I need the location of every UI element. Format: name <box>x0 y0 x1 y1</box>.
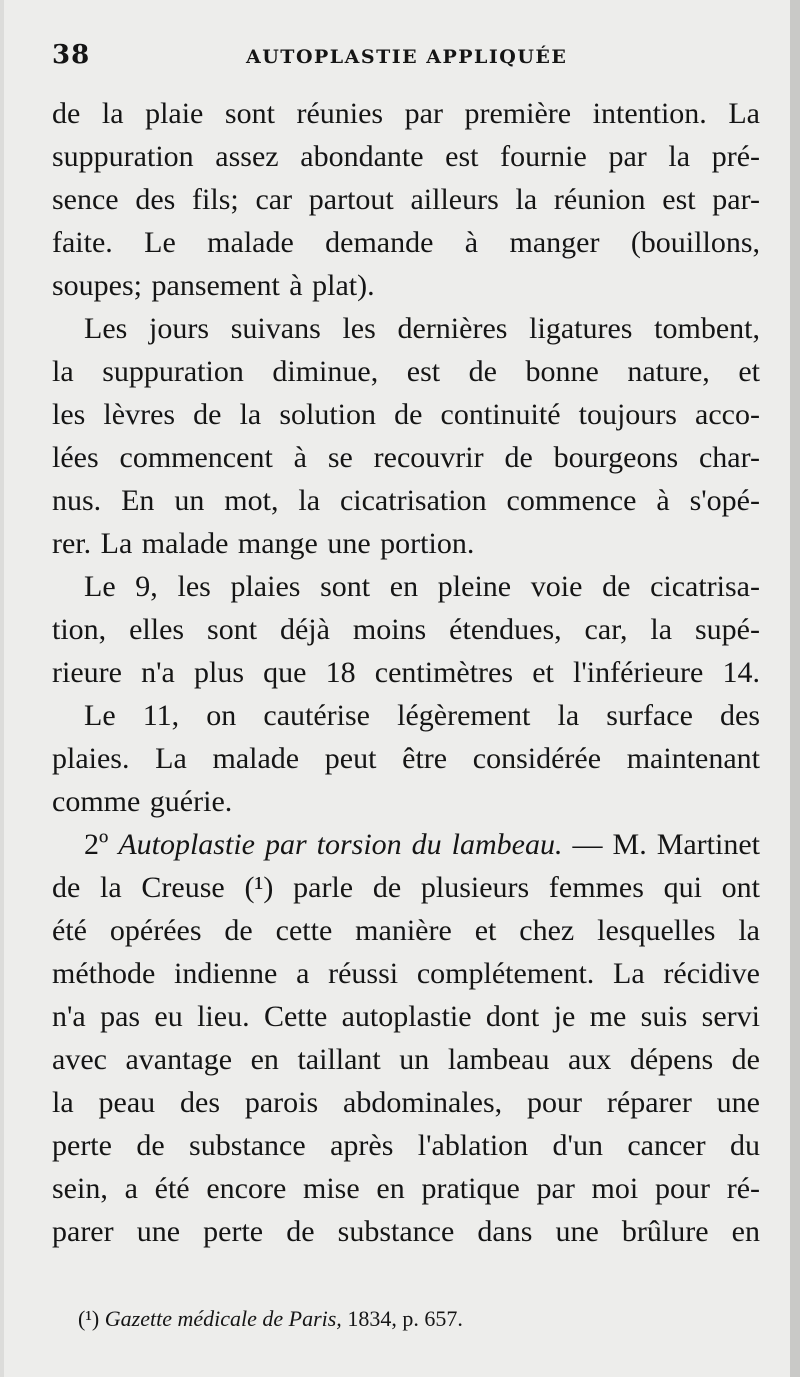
text-line: n'a pas eu lieu. Cette autoplastie dont je me suis servi <box>52 1000 760 1033</box>
footnote-source: Gazette médicale de Paris, <box>104 1306 342 1331</box>
text-line: les lèvres de la solution de continuité toujours acco- <box>52 398 760 431</box>
text-line: nus. En un mot, la cicatrisation commence à s'opé- <box>52 484 760 517</box>
text-line: comme guérie. <box>52 785 233 818</box>
page-header <box>52 40 762 76</box>
text-line: avec avantage en taillant un lambeau aux dépens de <box>52 1043 760 1076</box>
section-text: M. Martinet <box>612 828 760 861</box>
footnote-detail: 1834, p. 657. <box>341 1306 463 1331</box>
text-line: parer une perte de substance dans une brûlure en <box>52 1215 760 1248</box>
text-line: perte de substance après l'ablation d'un cancer du <box>52 1129 760 1162</box>
text-line: Le 9, les plaies sont en pleine voie de cicatrisa- <box>84 570 760 603</box>
text-line: tion, elles sont déjà moins étendues, car, la supé- <box>52 613 760 646</box>
text-line: été opérées de cette manière et chez lesquelles la <box>52 914 760 947</box>
body-text <box>52 92 760 1253</box>
text-line: rieure n'a plus que 18 centimètres et l'inférieure 14. <box>52 656 760 689</box>
text-line: sence des fils; car partout ailleurs la réunion est par- <box>52 183 760 216</box>
text-line: Les jours suivans les dernières ligatures tombent, <box>84 312 760 345</box>
section-title: Autoplastie par torsion du lambeau. <box>118 828 563 861</box>
text-line: faite. Le malade demande à manger (bouillons, <box>52 226 760 259</box>
section-heading-line <box>52 823 760 866</box>
text-line: méthode indienne a réussi complétement. La récidive <box>52 957 760 990</box>
text-line: sein, a été encore mise en pratique par moi pour ré- <box>52 1172 760 1205</box>
text-line: de la plaie sont réunies par première intention. La <box>52 97 760 130</box>
text-line: soupes; pansement à plat). <box>52 269 375 302</box>
text-line: lées commencent à se recouvrir de bourgeons char- <box>52 441 760 474</box>
text-line: de la Creuse (¹) parle de plusieurs femmes qui ont <box>52 871 760 904</box>
footnote <box>78 1304 738 1334</box>
text-line: plaies. La malade peut être considérée maintenant <box>52 742 760 775</box>
footnote-marker: (¹) <box>78 1306 105 1331</box>
section-number: 2º <box>84 828 119 861</box>
page-number: 38 <box>52 40 91 70</box>
text-line: la suppuration diminue, est de bonne nature, et <box>52 355 760 388</box>
running-title: AUTOPLASTIE APPLIQUÉE <box>246 46 568 68</box>
section-dash: — <box>562 828 613 861</box>
text-line: rer. La malade mange une portion. <box>52 527 475 560</box>
text-line: la peau des parois abdominales, pour réparer une <box>52 1086 760 1119</box>
text-line: suppuration assez abondante est fournie par la pré- <box>52 140 760 173</box>
text-line: Le 11, on cautérise légèrement la surface des <box>84 699 760 732</box>
